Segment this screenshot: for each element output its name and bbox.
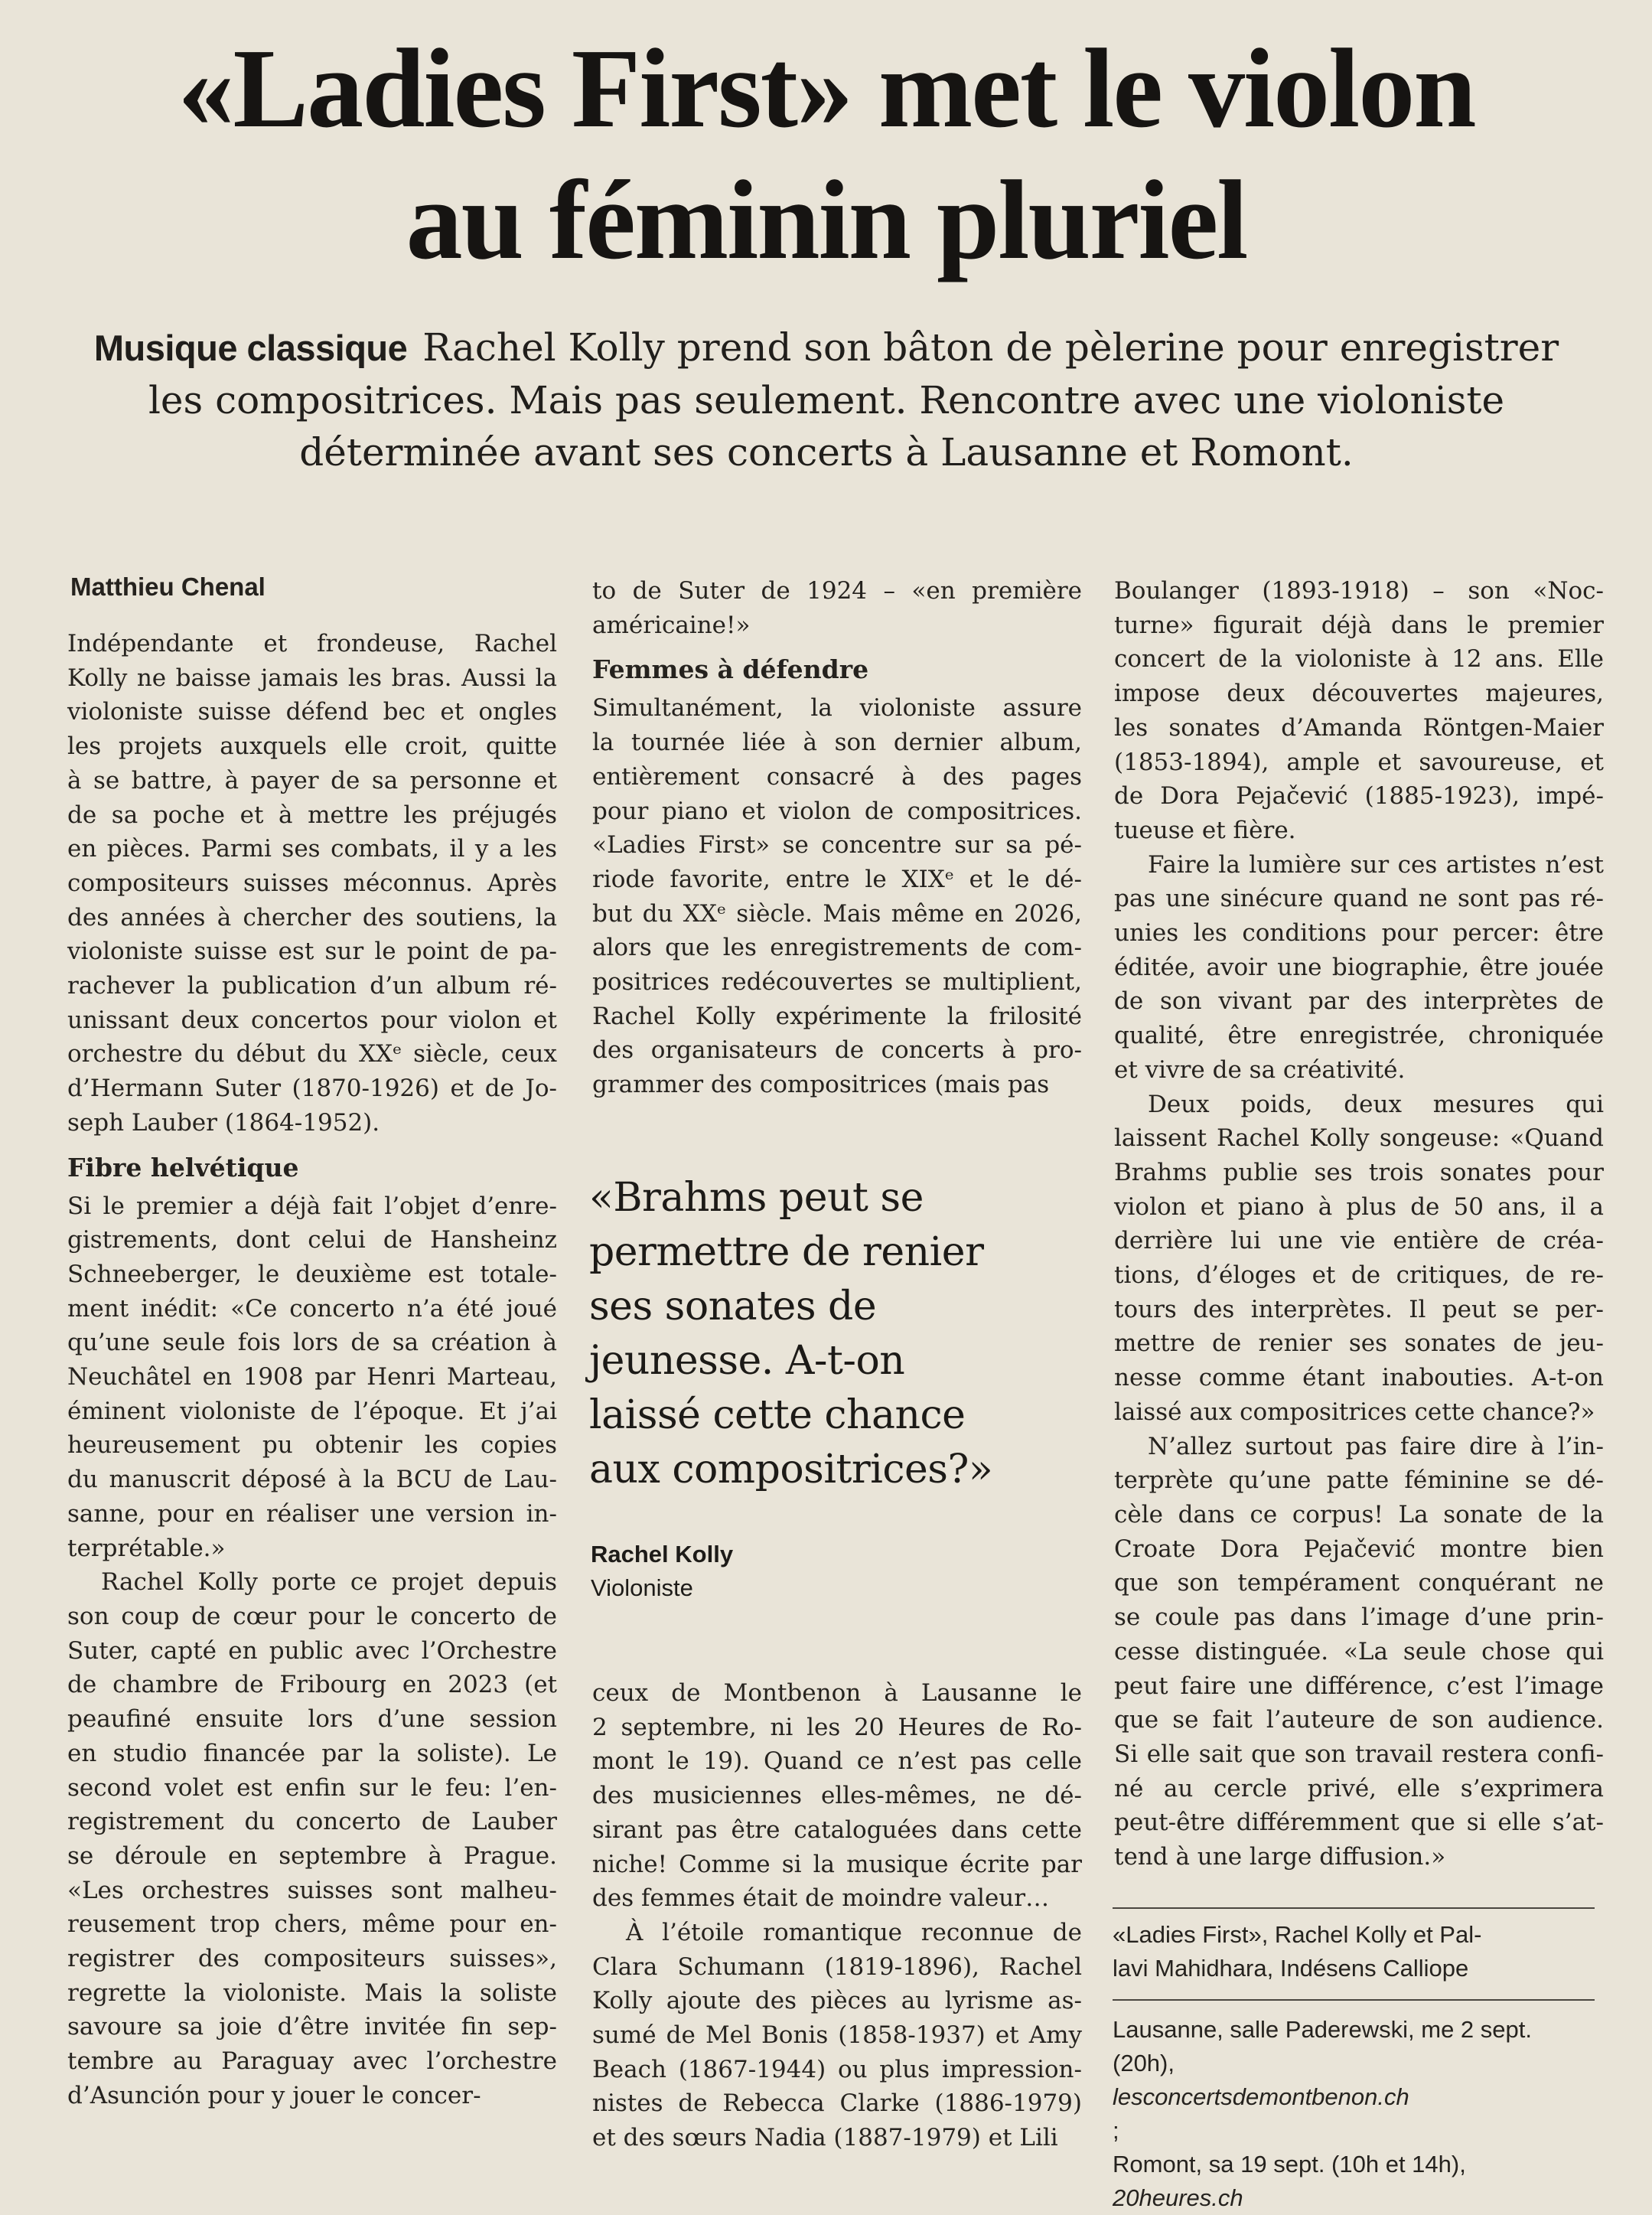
lead-paragraph [84,321,1569,478]
text-line: du manuscrit déposé à la BCU de Lau- [67,1466,557,1494]
text-line: qu’une seule fois lors de sa création à [67,1329,557,1357]
text-line: Brahms publie ses trois sonates pour [1114,1158,1604,1186]
text-line: de sa poche et à mettre les préjugés [67,801,557,829]
text-line: se déroule en septembre à Prague. [67,1841,557,1870]
text-line: but du XXᵉ siècle. Mais même en 2026, [592,899,1082,928]
text-line: positrices redécouvertes se multiplient, [592,968,1082,997]
text-line: les sonates d’Amanda Röntgen-Maier [1114,713,1604,742]
text-line: se coule pas dans l’image d’une prin- [1114,1603,1604,1632]
album-line-1: «Ladies First», Rachel Kolly et Pal- [1113,1921,1482,1948]
text-line: regrette la violoniste. Mais la soliste [67,1978,557,2007]
album-line-2: lavi Mahidhara, Indésens Calliope [1113,1955,1469,1982]
text-line: to de Suter de 1924 – «en première [592,577,1082,605]
text-line: en studio financée par la soliste). Le [67,1739,557,1767]
text-line: Suter, capté en public avec l’Orchestre [67,1636,557,1665]
text-line: cesse distinguée. «La seule chose qui [1114,1637,1604,1665]
text-line: peaufiné ensuite lors d’une session [67,1705,557,1734]
text-line: sirant pas être cataloguées dans cette [592,1815,1082,1844]
col3-paragraph-1 [1114,574,1604,848]
text-line: seph Lauber (1864-1952). [67,1108,380,1137]
text-line: violon et piano à plus de 50 ans, il a [1114,1192,1604,1221]
quote-line: permettre de renier [589,1229,984,1275]
text-line: mettre de renier ses sonates de jeu- [1114,1329,1604,1358]
text-line: registrer des compositeurs suisses», [67,1945,557,1973]
text-line: et des sœurs Nadia (1887-1979) et Lili [592,2124,1058,2152]
text-line: que se fait l’auteure de son audience. [1114,1706,1604,1734]
text-line: mont le 19). Quand ce n’est pas celle [592,1747,1082,1776]
quote-line: ses sonates de [589,1284,877,1329]
subheading-femmes-a-defendre: Femmes à défendre [592,654,869,685]
text-line: de son vivant par des interprètes de [1114,987,1604,1016]
text-line: unies les conditions pour percer: être [1114,919,1604,948]
info-divider-middle [1113,1999,1595,2001]
text-line: concert de la violoniste à 12 ans. Elle [1114,645,1604,674]
text-line: cèle dans ce corpus! La sonate de la [1114,1500,1604,1528]
text-line: Rachel Kolly expérimente la frilosité [592,1002,1082,1030]
info-divider-top [1113,1907,1595,1909]
text-line: Croate Dora Pejačević montre bien [1114,1535,1604,1563]
text-line: Beach (1867-1944) ou plus impression- [592,2055,1082,2083]
text-line: sumé de Mel Bonis (1858-1937) et Amy [592,2021,1082,2050]
quote-line: jeunesse. A-t-on [589,1338,905,1384]
text-line: gistrements, dont celui de Hansheinz [67,1226,557,1254]
text-line: violoniste suisse défend bec et ongles [67,698,557,726]
text-line: terprète qu’une patte féminine se dé- [1114,1466,1604,1495]
text-line: des années à chercher des soutiens, la [67,903,557,931]
text-line: en pièces. Parmi ses combats, il y a les [67,835,557,863]
text-line: tueuse et fière. [1114,816,1296,844]
text-line: Deux poids, deux mesures qui [1148,1090,1604,1118]
quote-line: «Brahms peut se [589,1175,924,1221]
text-line: Rachel Kolly porte ce projet depuis [101,1568,557,1597]
text-line: laissent Rachel Kolly songeuse: «Quand [1114,1124,1604,1153]
text-line: tembre au Paraguay avec l’orchestre [67,2047,557,2076]
concert-line-1: Lausanne, salle Paderewski, me 2 sept. [1113,2016,1532,2043]
text-line: derrière lui une vie entière de créa- [1114,1227,1604,1255]
text-line: américaine!» [592,611,751,639]
headline [46,23,1607,286]
text-line: registrement du concerto de Lauber [67,1808,557,1836]
lead-line-2: les compositrices. Mais pas seulement. Rencontre avec une violoniste [148,378,1505,422]
text-line: heureusement pu obtenir les copies [67,1431,557,1460]
text-line: impose deux découvertes majeures, [1114,680,1604,708]
quote-author: Rachel Kolly [591,1541,734,1567]
text-line: 2 septembre, ni les 20 Heures de Ro- [592,1713,1082,1741]
headline-line-1: «Ladies First» met le violon [178,26,1475,152]
text-line: pas une sinécure quand ne sont pas ré- [1114,885,1604,913]
text-line: Indépendante et frondeuse, Rachel [67,630,557,657]
text-line: À l’étoile romantique reconnue de [626,1918,1082,1946]
text-line: «Les orchestres suisses sont malheu- [67,1876,557,1904]
byline: Matthieu Chenal [70,573,266,601]
text-line: (1853-1894), ample et savoureuse, et [1114,748,1604,776]
text-line: Si le premier a déjà fait l’objet d’enre- [67,1192,557,1220]
text-line: éminent violoniste de l’époque. Et j’ai [67,1397,557,1425]
text-line: des femmes était de moindre valeur… [592,1884,1050,1913]
text-line: son coup de cœur pour le concerto de [67,1602,557,1630]
column-1 [67,570,557,2113]
text-line: à se battre, à payer de sa personne et [67,766,557,794]
text-line: Simultanément, la violoniste assure [592,694,1082,723]
col1-paragraph-1 [67,627,557,1140]
concert-line-3: Romont, sa 19 sept. (10h et 14h), [1113,2151,1466,2177]
column-2-top [592,574,1082,1102]
column-2-bottom [592,1676,1082,2155]
text-line: Kolly ne baisse jamais les bras. Aussi la [67,664,557,692]
text-line: d’Asunción pour y jouer le concer- [67,2081,481,2109]
col3-paragraph-2 [1114,848,1604,1088]
text-line: nesse comme étant inabouties. A-t-on [1114,1364,1604,1392]
text-line: terprétable.» [67,1534,226,1562]
column-3 [1114,574,1604,1874]
text-line: unissant deux concertos pour violon et [67,1006,557,1034]
text-line: de chambre de Fribourg en 2023 (et [67,1671,557,1699]
quote-line: laissé cette chance [589,1392,966,1438]
concert-info [1113,2013,1602,2215]
col1-paragraph-3 [67,1565,557,2112]
text-line: qualité, être enregistrée, chroniquée [1114,1022,1604,1050]
text-line: savoure sa joie d’être invitée fin sep- [67,2013,557,2041]
lead-line-3: déterminée avant ses concerts à Lausanne et Romont. [299,430,1354,475]
col2-paragraph-1 [592,574,1082,642]
text-line: la tournée liée à son dernier album, [592,729,1082,757]
text-line: riode favorite, entre le XIXᵉ et le dé- [592,865,1082,893]
20heures-link[interactable]: 20heures.ch [1113,2184,1243,2211]
col3-paragraph-3 [1114,1088,1604,1430]
text-line: orchestre du début du XXᵉ siècle, ceux [67,1040,557,1068]
lead-line-1: Rachel Kolly prend son bâton de pèlerine pour enregistrer [422,325,1559,370]
text-line: grammer des compositrices (mais pas [592,1071,1050,1099]
text-line: peut faire une différence, c’est l’image [1114,1672,1604,1700]
text-line: Faire la lumière sur ces artistes n’est [1148,850,1604,879]
text-line: ceux de Montbenon à Lausanne le [592,1679,1082,1707]
text-line: second volet est enfin sur le feu: l’en- [67,1773,557,1802]
text-line: compositeurs suisses méconnus. Après [67,869,557,897]
text-line: Schneeberger, le deuxième est totale- [67,1260,557,1288]
text-line: tions, d’éloges et de critiques, de re- [1114,1261,1604,1290]
col3-paragraph-4 [1114,1430,1604,1874]
col1-paragraph-2 [67,1189,557,1566]
concert-line-2-pre: (20h), [1113,2050,1175,2076]
text-line: violoniste suisse est sur le point de pa- [67,938,557,966]
col2-paragraph-2 [592,691,1082,1101]
text-line: N’allez surtout pas faire dire à l’in- [1148,1432,1604,1460]
text-line: Clara Schumann (1819-1896), Rachel [592,1952,1082,1981]
text-line: Boulanger (1893-1918) – son «Noc- [1114,577,1604,605]
pull-quote [589,1171,1079,1497]
text-line: né au cercle privé, elle s’exprimera [1114,1774,1604,1802]
headline-line-2: au féminin pluriel [406,158,1247,283]
text-line: de Dora Pejačević (1885-1923), impé- [1114,782,1604,811]
text-line: ment inédit: «Ce concerto n’a été joué [67,1294,557,1323]
text-line: sanne, pour en réaliser une version in- [67,1499,557,1528]
text-line: reusement trop chers, même pour en- [67,1910,557,1939]
text-line: des musiciennes elles-mêmes, ne dé- [592,1782,1082,1810]
text-line: tours des interprètes. Il peut se per- [1114,1295,1604,1323]
text-line: et vivre de sa créativité. [1114,1055,1406,1084]
text-line: peut-être différemment que si elle s’at- [1114,1809,1604,1837]
text-line: laissé aux compositrices cette chance?» [1114,1398,1595,1426]
text-line: les projets auxquels elle croit, quitte [67,732,557,761]
text-line: alors que les enregistrements de com- [592,934,1082,962]
col2-paragraph-3 [592,1676,1082,1916]
text-line: des organisateurs de concerts à pro- [592,1036,1082,1065]
kicker: Musique classique [93,328,408,368]
subheading-fibre-helvetique: Fibre helvétique [67,1152,299,1183]
text-line: éditée, avoir une biographie, être jouée [1114,953,1604,981]
text-line: «Ladies First» se concentre sur sa pé- [592,831,1082,860]
text-line: nistes de Rebecca Clarke (1886-1979) [592,2089,1082,2118]
text-line: d’Hermann Suter (1870-1926) et de Jo- [67,1075,557,1103]
text-line: Kolly ajoute des pièces au lyrisme as- [592,1987,1082,2015]
col2-paragraph-4 [592,1916,1082,2155]
text-line: pour piano et violon de compositrices. [592,797,1082,825]
text-line: que son tempérament conquérant ne [1114,1569,1604,1597]
text-line: Neuchâtel en 1908 par Henri Marteau, [67,1363,557,1391]
concert-line-2-post: ; [1113,2117,1119,2144]
text-line: Si elle sait que son travail restera confi- [1114,1740,1604,1768]
album-info [1113,1918,1602,1985]
text-line: tend à une large diffusion.» [1114,1843,1446,1871]
text-line: turne» figurait déjà dans le premier [1114,611,1604,639]
quote-line: aux compositrices?» [589,1447,993,1492]
montbenon-link[interactable]: lesconcertsdemontbenon.ch [1113,2083,1409,2110]
text-line: entièrement consacré à des pages [592,762,1082,791]
text-line: rachever la publication d’un album ré- [67,972,557,1000]
quote-role: Violoniste [591,1574,693,1601]
text-line: niche! Comme si la musique écrite par [592,1850,1082,1878]
